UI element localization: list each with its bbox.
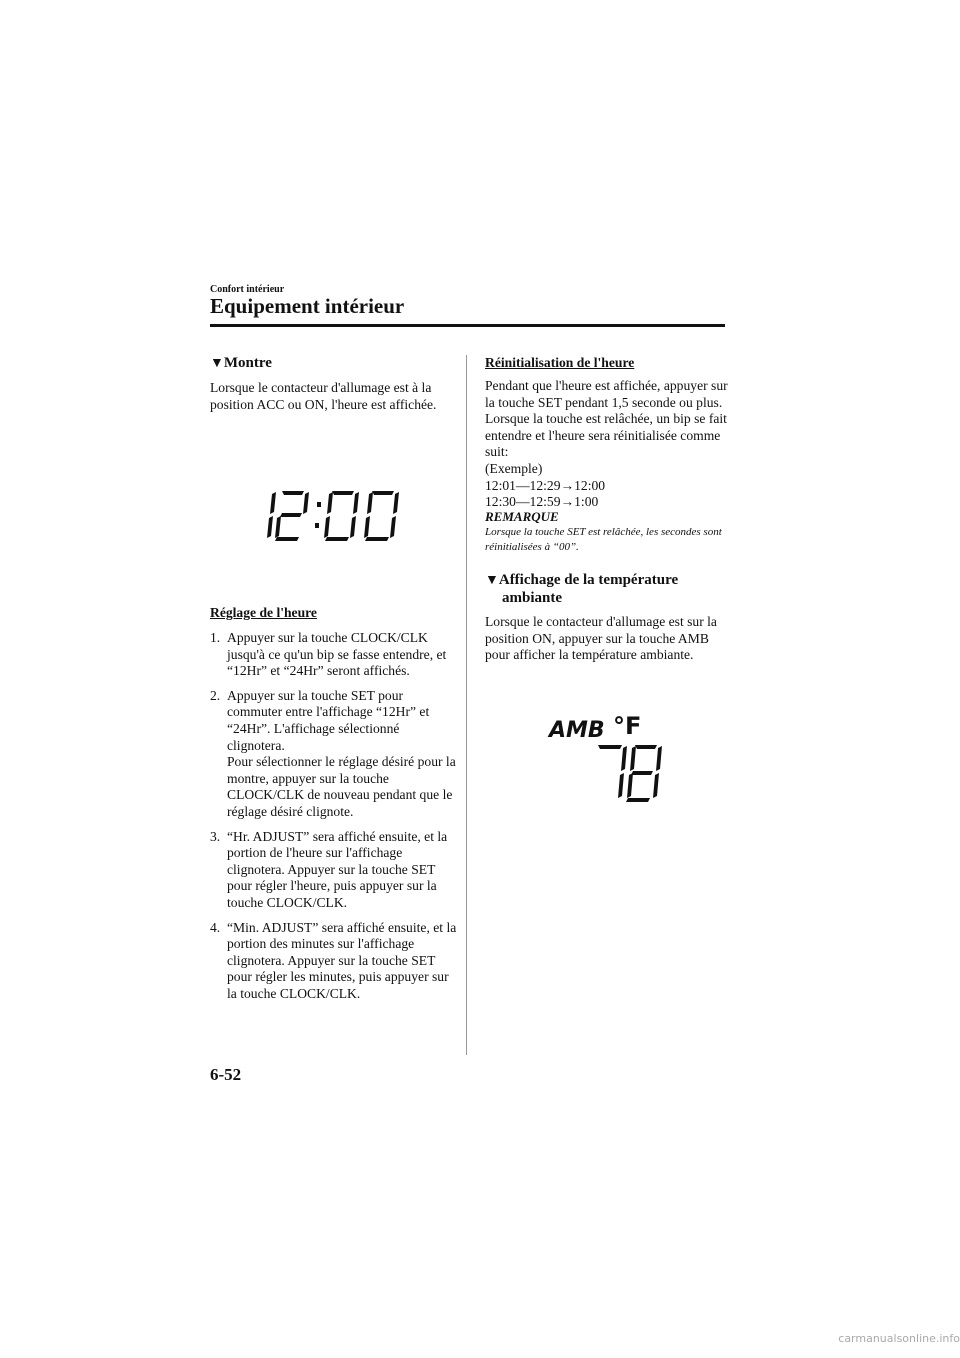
temp-heading: [485, 572, 730, 606]
reglage-heading: [210, 605, 458, 622]
title-rule: [210, 324, 725, 327]
reglage-steps: [210, 630, 458, 1010]
note-title: REMARQUE: [485, 509, 559, 524]
list-item: [210, 829, 458, 912]
example-label: (Exemple): [485, 460, 543, 476]
reinit-block: [485, 378, 730, 511]
step-text: “Min. ADJUST” sera affiché ensuite, et la portion des minutes sur l'affichage clignotera. Appuyer sur la touche SET pour régler les minutes, puis appuyer sur la touche CLOCK/CLK.: [227, 919, 457, 1001]
step-extra-text: Pour sélectionner le réglage désiré pour la montre, appuyer sur la touche CLOCK/CLK de nouveau pendant que le réglage désiré clignote.: [227, 754, 456, 819]
step-number: 2.: [210, 687, 221, 703]
reinit-heading: [485, 355, 730, 372]
list-item: [210, 630, 458, 680]
step-text: “Hr. ADJUST” sera affiché ensuite, et la portion de l'heure sur l'affichage clignotera. Appuyer sur la touche SET pour régler l'heure, puis appuyer sur la touche CLOCK/CLK.: [227, 828, 448, 910]
list-item: [210, 688, 458, 821]
step-text: Appuyer sur la touche SET pour commuter entre l'affichage “12Hr” et “24Hr”. L'affichage sélectionné clignotera.: [227, 687, 430, 753]
temp-heading-line: ambiante: [502, 589, 562, 606]
triangle-down-icon: ▼: [210, 356, 224, 371]
step-number: 4.: [210, 919, 221, 935]
page-title: Equipement intérieur: [210, 294, 405, 318]
amb-label: AMB: [549, 718, 605, 743]
example-line: 12:30―12:59→1:00: [485, 494, 599, 510]
watermark: carmanualsonline.info: [838, 1332, 960, 1345]
reglage-heading-text: Réglage de l'heure: [210, 605, 317, 620]
reinit-heading-text: Réinitialisation de l'heure: [485, 355, 635, 370]
page-number: 6-52: [210, 1065, 242, 1084]
temp-text: Lorsque le contacteur d'allumage est sur la position ON, appuyer sur la touche AMB pour afficher la température ambiante.: [485, 614, 717, 663]
note-block: [485, 509, 730, 555]
note-text: Lorsque la touche SET est relâchée, les secondes sont réinitialisées à “00”.: [485, 526, 722, 553]
step-text: Appuyer sur la touche CLOCK/CLK jusqu'à ce qu'un bip se fasse entendre, et “12Hr” et “24Hr” seront affichés.: [227, 630, 447, 679]
step-number: 1.: [210, 630, 221, 645]
amb-display-illustration: [545, 710, 675, 810]
column-divider: [466, 355, 467, 1055]
triangle-down-icon: ▼: [485, 573, 499, 588]
section-label: Confort intérieur: [210, 284, 285, 295]
montre-heading-text: Montre: [223, 355, 272, 371]
list-item: [210, 920, 458, 1003]
unit-label: °F: [613, 712, 642, 740]
reinit-text: Pendant que l'heure est affichée, appuyer sur la touche SET pendant 1,5 seconde ou plus. Lorsque la touche est relâchée, un bip se fait entendre et l'heure sera réinitialisée comme suit:: [485, 378, 728, 460]
clock-display-illustration: [262, 486, 412, 546]
example-line: 12:01―12:29→12:00: [485, 477, 606, 493]
temp-heading-line: Affichage de la température: [498, 572, 679, 588]
montre-heading: [210, 355, 458, 373]
montre-text: Lorsque le contacteur d'allumage est à la position ACC ou ON, l'heure est affichée.: [210, 380, 437, 412]
step-number: 3.: [210, 828, 221, 844]
